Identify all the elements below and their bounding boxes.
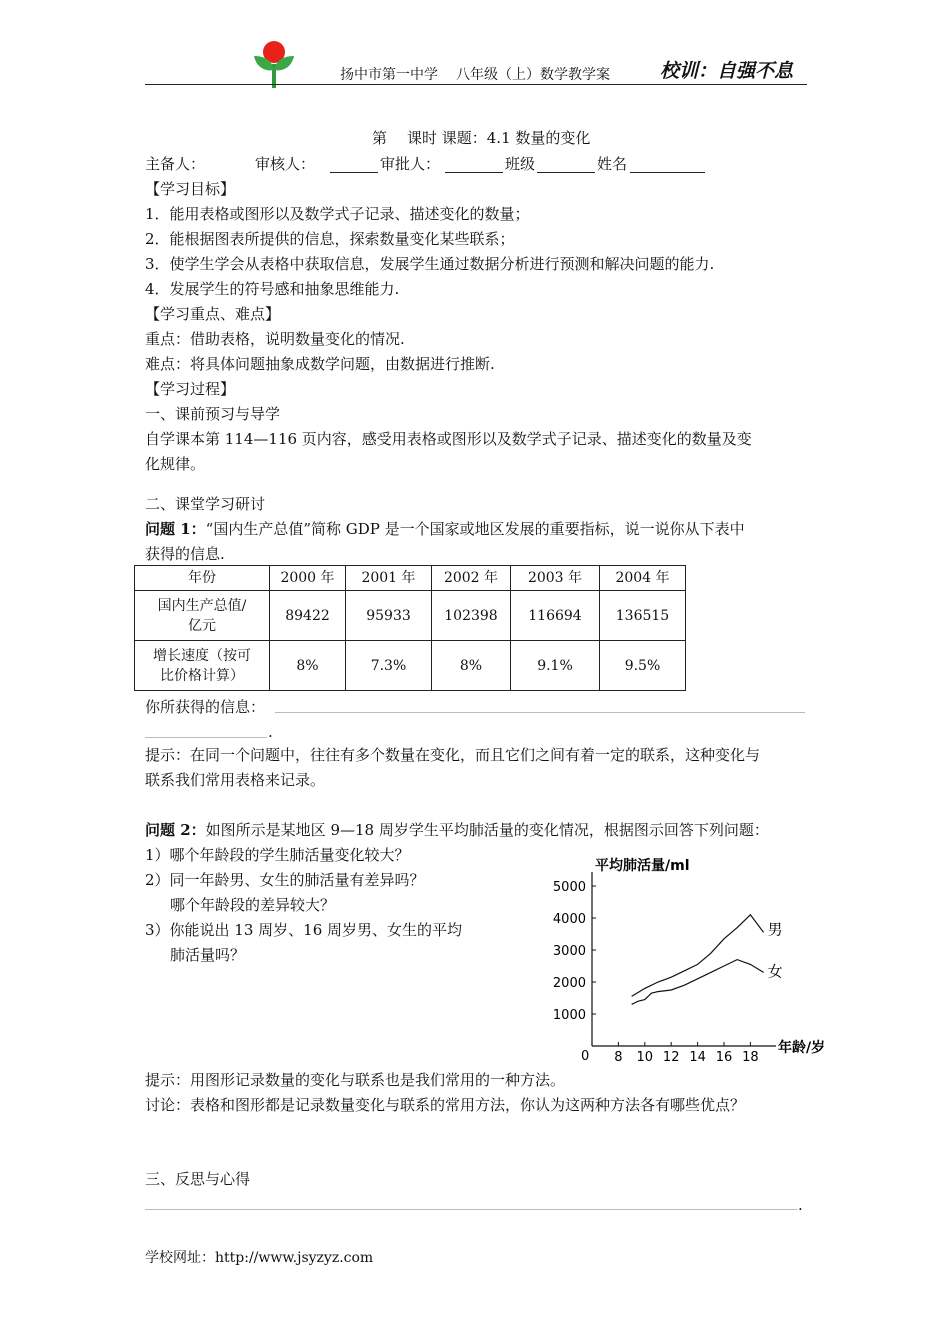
- table-cell: 8%: [432, 641, 511, 691]
- table-cell: 136515: [600, 591, 686, 641]
- table-cell: 年份: [135, 566, 270, 591]
- table-cell: 2002 年: [432, 566, 511, 591]
- school-name: 扬中市第一中学: [340, 67, 438, 83]
- lesson-title-prefix: 第: [372, 129, 388, 147]
- series-label: 男: [767, 920, 783, 939]
- growth-label-line: 比价格计算）: [160, 667, 244, 684]
- objective-item: 3．使学生学会从表格中获取信息，发展学生通过数据分析进行预测和解决问题的能力.: [145, 255, 715, 273]
- meta-class: 班级: [505, 155, 536, 173]
- reflection-period: .: [798, 1196, 803, 1214]
- table-cell: 116694: [511, 591, 600, 641]
- y-tick-label: 4000: [552, 912, 586, 927]
- meta-reviewer: 审核人：: [255, 155, 316, 173]
- gdp-table: [134, 565, 686, 691]
- problem1-hint: 提示：在同一个问题中，往往有多个数量在变化，而且它们之间有着一定的联系，这种变化与: [145, 746, 761, 764]
- answer-period: .: [268, 723, 273, 741]
- x-tick-label: 16: [715, 1050, 733, 1065]
- class-blank[interactable]: [537, 156, 595, 173]
- lung-capacity-chart: [540, 850, 840, 1070]
- y-tick-label: 3000: [552, 944, 586, 959]
- key-point: 重点：借助表格，说明数量变化的情况.: [145, 330, 405, 348]
- problem1-label: 问题 1：: [145, 520, 206, 538]
- table-cell: 102398: [432, 591, 511, 641]
- lesson-title: 课时 课题：4.1 数量的变化: [407, 129, 591, 147]
- x-tick-label: 8: [614, 1050, 623, 1065]
- meta-preparer: 主备人：: [145, 155, 206, 173]
- problem2-hint: 提示：用图形记录数量的变化与联系也是我们常用的一种方法。: [145, 1071, 566, 1089]
- table-cell: 8%: [270, 641, 346, 691]
- x-tick-label: 18: [742, 1050, 759, 1065]
- answer-line[interactable]: [145, 737, 267, 738]
- section1-text: 自学课本第 114—116 页内容，感受用表格或图形以及数学式子记录、描述变化的数量及变: [145, 430, 752, 448]
- table-row: [135, 641, 686, 691]
- growth-label-line: 增长速度（按可: [153, 647, 251, 664]
- problem2-question: 2）同一年龄男、女生的肺活量有差异吗？: [145, 871, 425, 889]
- table-cell: 9.1%: [511, 641, 600, 691]
- x-axis-label: 年龄/岁: [778, 1040, 826, 1056]
- table-cell: [135, 591, 270, 641]
- objectives-heading: 【学习目标】: [145, 180, 236, 198]
- school-logo: [250, 40, 298, 90]
- table-cell: 2004 年: [600, 566, 686, 591]
- x-tick-label: 10: [636, 1050, 654, 1065]
- section1-text: 化规律。: [145, 455, 206, 473]
- meta-approver: 审批人：: [380, 155, 441, 173]
- table-cell: 9.5%: [600, 641, 686, 691]
- section1-title: 一、课前预习与导学: [145, 405, 281, 423]
- problem2-body: 如图所示是某地区 9—18 周岁学生平均肺活量的变化情况，根据图示回答下列问题：: [205, 821, 769, 839]
- problem1-text: 获得的信息.: [145, 545, 225, 563]
- process-heading: 【学习过程】: [145, 380, 236, 398]
- table-cell: 2001 年: [346, 566, 432, 591]
- objective-item: 1．能用表格或图形以及数学式子记录、描述变化的数量；: [145, 205, 530, 223]
- problem1-text: [145, 519, 745, 539]
- problem2-question: 哪个年龄段的差异较大？: [170, 896, 336, 914]
- keypoints-heading: 【学习重点、难点】: [145, 305, 281, 323]
- problem1-body: “国内生产总值”简称 GDP 是一个国家或地区发展的重要指标，说一说你从下表中: [205, 520, 745, 538]
- section2-title: 二、课堂学习研讨: [145, 495, 266, 513]
- problem2-question: 肺活量吗？: [170, 946, 246, 964]
- table-cell: 2000 年: [270, 566, 346, 591]
- y-tick-label: 2000: [552, 976, 586, 991]
- approver-blank[interactable]: [445, 156, 503, 173]
- answer-line[interactable]: [275, 712, 805, 713]
- difficult-point: 难点：将具体问题抽象成数学问题，由数据进行推断.: [145, 355, 495, 373]
- problem2-discussion: 讨论：表格和图形都是记录数量变化与联系的常用方法，你认为这两种方法各有哪些优点？: [145, 1096, 746, 1114]
- table-row: [135, 566, 686, 591]
- gdp-label-line: 国内生产总值/: [157, 597, 247, 614]
- table-cell: 2003 年: [511, 566, 600, 591]
- reviewer-blank[interactable]: [330, 156, 378, 173]
- problem2-text: [145, 820, 769, 840]
- objective-item: 2．能根据图表所提供的信息，探索数量变化某些联系；: [145, 230, 515, 248]
- objective-item: 4．发展学生的符号感和抽象思维能力.: [145, 280, 400, 298]
- table-cell: 95933: [346, 591, 432, 641]
- y-axis-label: 平均肺活量/ml: [595, 858, 690, 874]
- x-tick-label: 14: [689, 1050, 706, 1065]
- origin-label: 0: [581, 1049, 590, 1064]
- reflection-line[interactable]: [145, 1209, 797, 1210]
- series-label: 女: [767, 962, 783, 981]
- problem2-question: 3）你能说出 13 周岁、16 周岁男、女生的平均: [145, 921, 463, 939]
- info-prompt: 你所获得的信息：: [145, 698, 266, 716]
- problem1-hint: 联系我们常用表格来记录。: [145, 771, 326, 789]
- table-cell: 89422: [270, 591, 346, 641]
- series-line-female: [632, 960, 764, 1005]
- table-cell: 7.3%: [346, 641, 432, 691]
- y-tick-label: 1000: [552, 1008, 586, 1023]
- problem2-question: 1）哪个年龄段的学生肺活量变化较大？: [145, 846, 410, 864]
- x-tick-label: 12: [662, 1050, 680, 1065]
- series-line-male: [632, 915, 764, 997]
- name-blank[interactable]: [630, 156, 705, 173]
- grade-title: 八年级（上）数学教学案: [456, 67, 610, 83]
- table-cell: [135, 641, 270, 691]
- gdp-label-line: 亿元: [188, 617, 216, 634]
- table-row: [135, 591, 686, 641]
- school-motto: 校训：自强不息: [660, 60, 794, 82]
- problem2-label: 问题 2：: [145, 821, 206, 839]
- y-tick-label: 5000: [552, 880, 586, 895]
- school-website: 学校网址：http://www.jsyzyz.com: [145, 1250, 374, 1266]
- header-rule: [145, 84, 807, 85]
- section3-title: 三、反思与心得: [145, 1170, 251, 1188]
- meta-name: 姓名: [597, 155, 628, 173]
